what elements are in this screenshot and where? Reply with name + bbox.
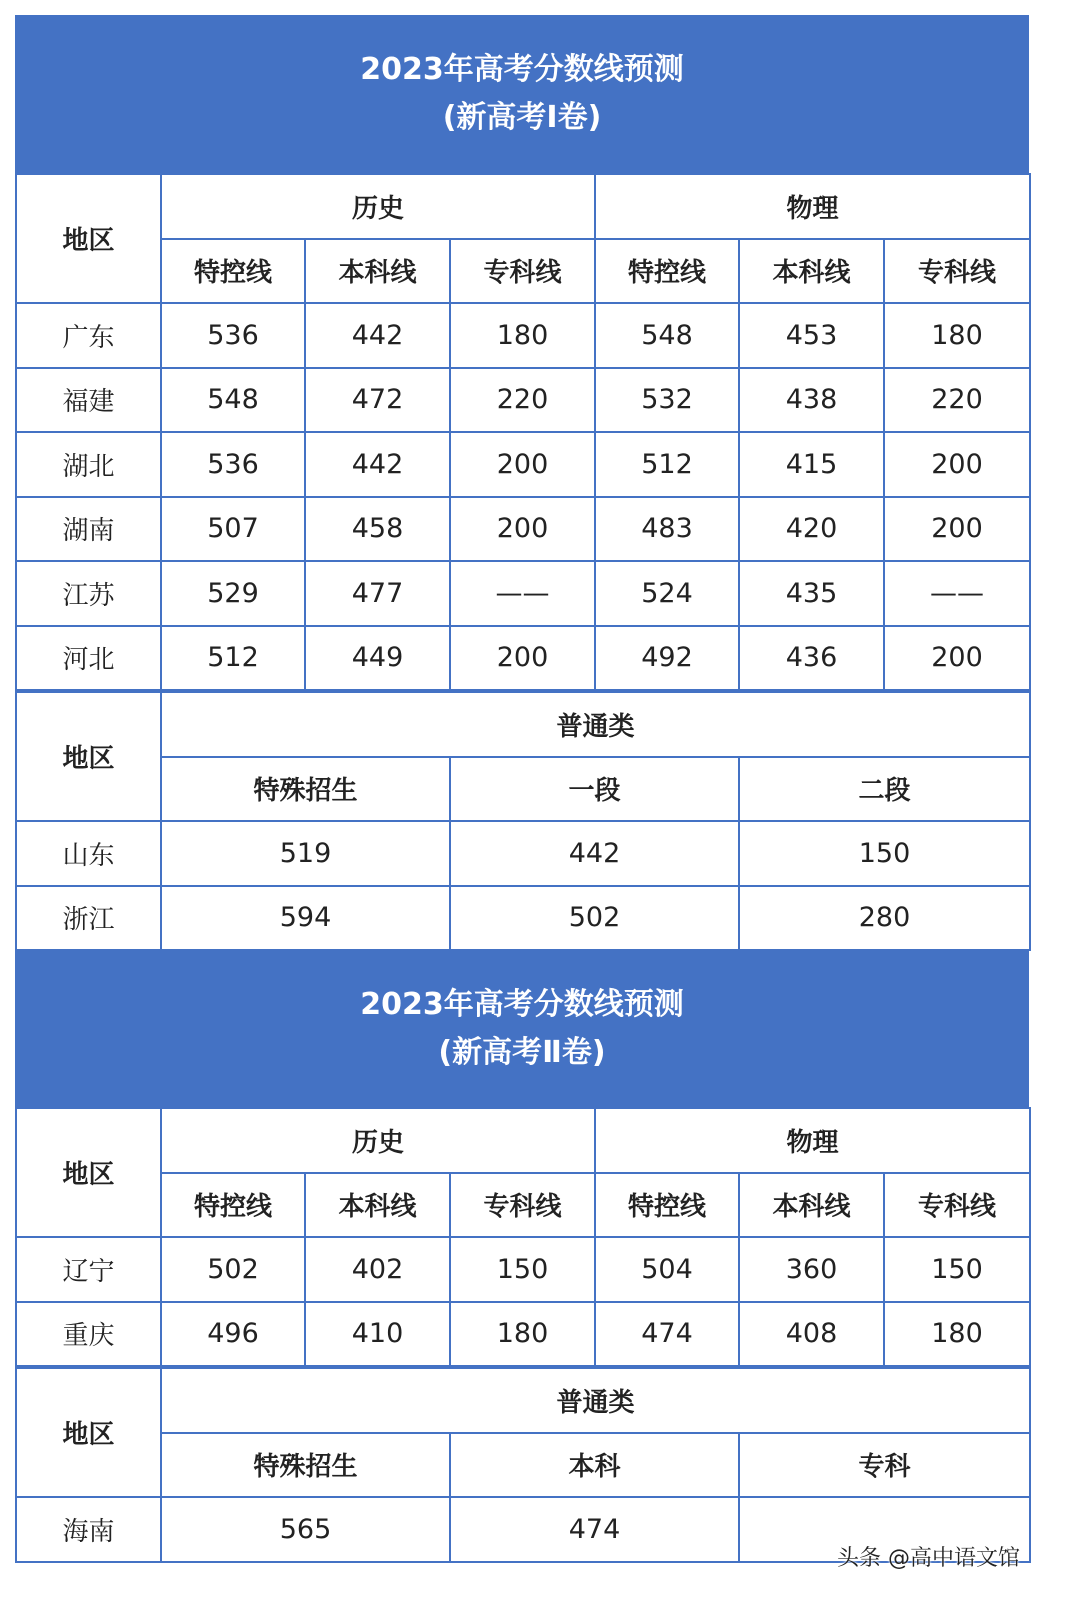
score-cell: 442 [450, 821, 739, 886]
column-header: 专科线 [884, 1173, 1030, 1238]
column-header: 本科线 [305, 1173, 450, 1238]
section2-title: 2023年高考分数线预测 [360, 987, 684, 1022]
score-cell: 200 [450, 432, 595, 497]
column-header: 专科 [739, 1433, 1030, 1498]
column-header: 专科线 [450, 239, 595, 304]
region-cell: 湖北 [16, 432, 161, 497]
score-cell: 504 [595, 1237, 739, 1302]
region-header: 地区 [16, 174, 161, 303]
column-header: 本科 [450, 1433, 739, 1498]
score-cell: 453 [739, 303, 884, 368]
section1-subtitle: (新高考Ⅰ卷) [442, 100, 602, 135]
score-cell: 548 [595, 303, 739, 368]
score-cell: 477 [305, 561, 450, 626]
score-cell: 435 [739, 561, 884, 626]
score-cell: 280 [739, 886, 1030, 951]
score-cell: 436 [739, 626, 884, 691]
section2-subtitle: (新高考Ⅱ卷) [438, 1035, 606, 1070]
group-physics: 物理 [595, 1108, 1030, 1173]
region-header: 地区 [16, 1108, 161, 1237]
region-cell: 浙江 [16, 886, 161, 951]
column-header: 特殊招生 [161, 757, 450, 822]
region-header: 地区 [16, 692, 161, 821]
column-header: 特控线 [161, 1173, 305, 1238]
score-cell: 408 [739, 1302, 884, 1367]
score-cell: 180 [450, 1302, 595, 1367]
section2-general-table [15, 1367, 1031, 1563]
section1-title: 2023年高考分数线预测 [360, 52, 684, 87]
region-cell: 海南 [16, 1497, 161, 1562]
region-cell: 辽宁 [16, 1237, 161, 1302]
group-history: 历史 [161, 1108, 595, 1173]
table-row [16, 497, 1030, 562]
score-cell: —— [884, 561, 1030, 626]
region-cell: 江苏 [16, 561, 161, 626]
group-history: 历史 [161, 174, 595, 239]
score-cell: 438 [739, 368, 884, 433]
section2-banner [15, 951, 1029, 1107]
score-cell: 420 [739, 497, 884, 562]
score-cell: 524 [595, 561, 739, 626]
column-header: 专科线 [884, 239, 1030, 304]
score-cell: 180 [884, 303, 1030, 368]
table-row [16, 432, 1030, 497]
score-cell: 507 [161, 497, 305, 562]
score-sheet [15, 15, 1029, 1563]
score-cell: 532 [595, 368, 739, 433]
table-row [16, 368, 1030, 433]
score-cell: 200 [450, 626, 595, 691]
score-cell: 415 [739, 432, 884, 497]
section1-table [15, 173, 1031, 691]
table-row [16, 626, 1030, 691]
table-row [16, 561, 1030, 626]
column-header: 专科线 [450, 1173, 595, 1238]
score-cell: 150 [450, 1237, 595, 1302]
group-general: 普通类 [161, 692, 1030, 757]
score-cell: 150 [884, 1237, 1030, 1302]
score-cell: 200 [450, 497, 595, 562]
score-cell: 220 [450, 368, 595, 433]
column-header: 本科线 [739, 239, 884, 304]
group-general: 普通类 [161, 1368, 1030, 1433]
region-cell: 河北 [16, 626, 161, 691]
score-cell: 180 [884, 1302, 1030, 1367]
score-cell: 512 [161, 626, 305, 691]
score-cell: 529 [161, 561, 305, 626]
table-row [16, 303, 1030, 368]
section2-table [15, 1107, 1031, 1367]
score-cell: 458 [305, 497, 450, 562]
score-cell: 449 [305, 626, 450, 691]
score-cell: 200 [884, 432, 1030, 497]
score-cell: 502 [161, 1237, 305, 1302]
score-cell: 536 [161, 432, 305, 497]
score-cell: 565 [161, 1497, 450, 1562]
column-header: 本科线 [305, 239, 450, 304]
region-cell: 重庆 [16, 1302, 161, 1367]
section1-general-table [15, 691, 1031, 951]
region-cell: 山东 [16, 821, 161, 886]
column-header: 特控线 [161, 239, 305, 304]
score-cell: 200 [884, 626, 1030, 691]
score-cell: 548 [161, 368, 305, 433]
score-cell: 472 [305, 368, 450, 433]
region-cell: 广东 [16, 303, 161, 368]
column-header: 特殊招生 [161, 1433, 450, 1498]
table-row [16, 821, 1030, 886]
column-header: 本科线 [739, 1173, 884, 1238]
region-cell: 湖南 [16, 497, 161, 562]
table-row [16, 1237, 1030, 1302]
score-cell: 474 [450, 1497, 739, 1562]
score-cell: 492 [595, 626, 739, 691]
score-cell: 474 [595, 1302, 739, 1367]
column-header: 特控线 [595, 1173, 739, 1238]
score-cell: 220 [884, 368, 1030, 433]
score-cell: 502 [450, 886, 739, 951]
section1-banner [15, 15, 1029, 173]
column-header: 一段 [450, 757, 739, 822]
score-cell: 496 [161, 1302, 305, 1367]
region-header: 地区 [16, 1368, 161, 1497]
score-cell: 200 [884, 497, 1030, 562]
column-header: 二段 [739, 757, 1030, 822]
score-cell: 180 [450, 303, 595, 368]
score-cell: 536 [161, 303, 305, 368]
score-cell: 512 [595, 432, 739, 497]
region-cell: 福建 [16, 368, 161, 433]
table-row [16, 1302, 1030, 1367]
column-header: 特控线 [595, 239, 739, 304]
score-cell: 442 [305, 303, 450, 368]
score-cell: 360 [739, 1237, 884, 1302]
score-cell: 519 [161, 821, 450, 886]
score-cell: 594 [161, 886, 450, 951]
score-cell: 442 [305, 432, 450, 497]
score-cell: 150 [739, 821, 1030, 886]
group-physics: 物理 [595, 174, 1030, 239]
score-cell: 410 [305, 1302, 450, 1367]
score-cell: —— [450, 561, 595, 626]
score-cell: 483 [595, 497, 739, 562]
watermark: 头条 @高中语文馆 [837, 1546, 1020, 1571]
table-row [16, 886, 1030, 951]
score-cell: 402 [305, 1237, 450, 1302]
